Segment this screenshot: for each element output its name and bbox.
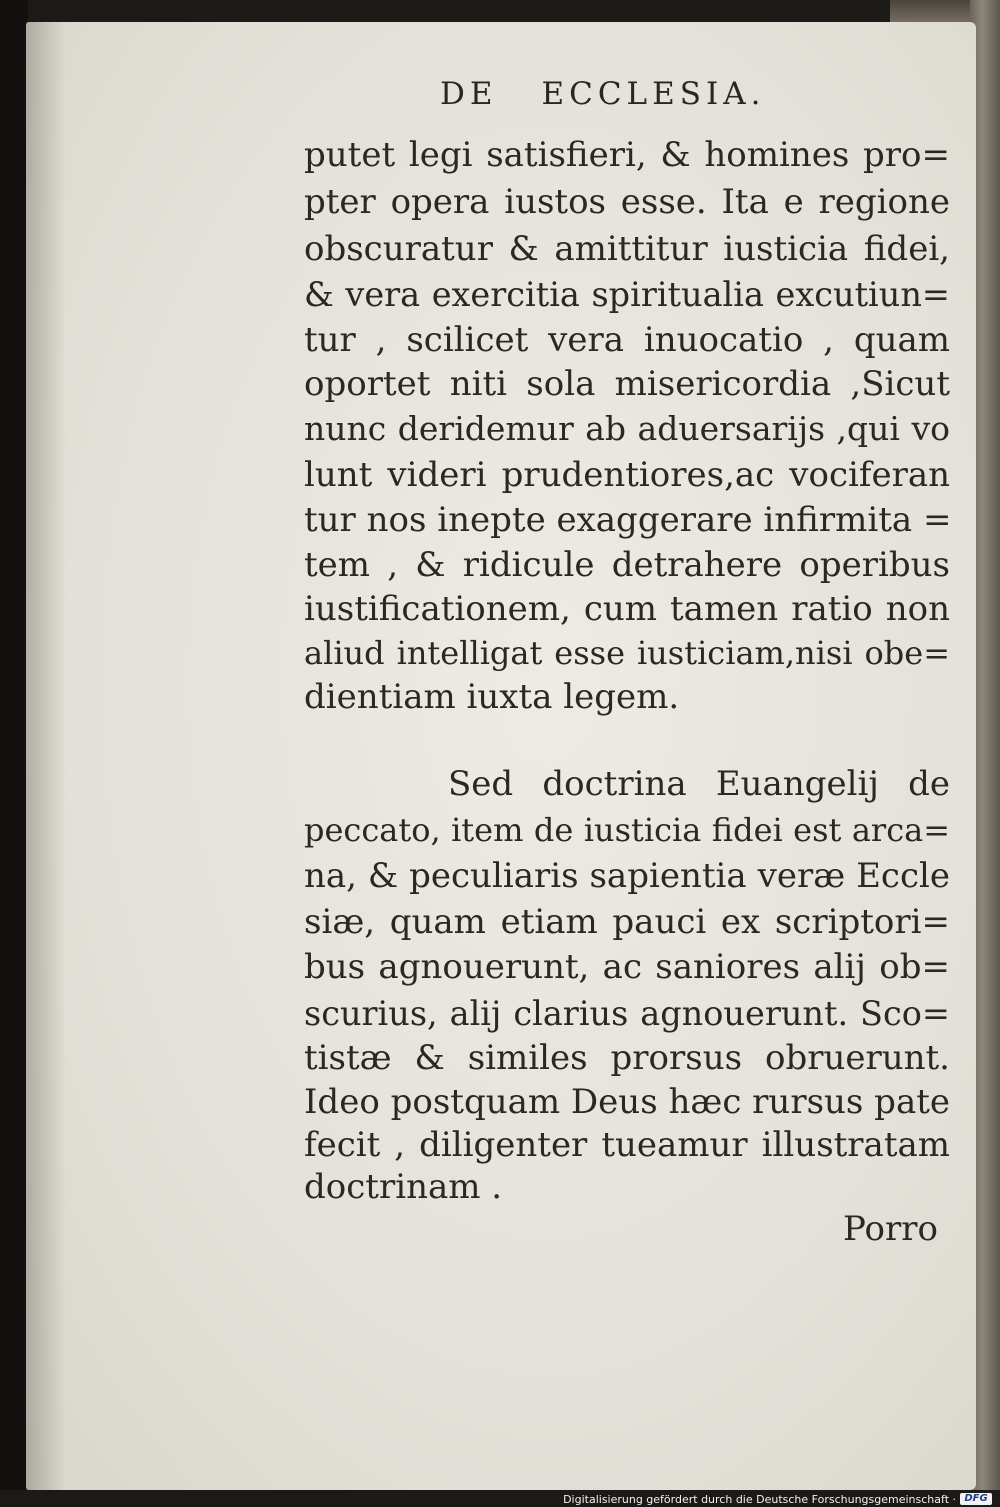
text-line: na, & peculiaris sapientia veræ Eccle — [304, 856, 950, 896]
text-line: pter opera iustos esse. Ita e regione — [304, 182, 950, 222]
text-line: lunt videri prudentiores,ac vociferan — [304, 455, 950, 495]
text-line: tur , scilicet vera inuocatio , quam — [304, 320, 950, 360]
text-line: doctrinam . — [304, 1167, 503, 1207]
gutter-shadow — [26, 22, 66, 1490]
text-line: Ideo postquam Deus hæc rursus pate — [304, 1082, 950, 1122]
scan-left-border — [0, 0, 28, 1507]
text-line: putet legi satisfieri, & homines pro= — [304, 135, 950, 175]
text-line: obscuratur & amittitur iusticia fidei, — [304, 229, 950, 269]
text-line: bus agnouerunt, ac saniores alij ob= — [304, 947, 950, 987]
text-line: tur nos inepte exaggerare infirmita = — [304, 500, 952, 540]
text-line: tem , & ridicule detrahere operibus — [304, 545, 950, 585]
running-head-right: ECCLESIA. — [541, 76, 766, 112]
text-line: dientiam iuxta legem. — [304, 677, 680, 717]
text-line: iustificationem, cum tamen ratio non — [304, 589, 950, 629]
text-line: oportet niti sola misericordia ,Sicut — [304, 364, 950, 404]
text-line: nunc deridemur ab aduersarijs ,qui vo — [304, 409, 950, 448]
running-head — [440, 76, 766, 112]
running-head-left: DE — [440, 76, 498, 112]
text-line: scurius, alij clarius agnouerunt. Sco= — [304, 994, 950, 1033]
dfg-logo: DFG — [960, 1493, 992, 1505]
text-line: Sed doctrina Euangelij de — [448, 764, 950, 804]
text-line: peccato, item de iusticia fidei est arca= — [304, 811, 950, 849]
digitization-credit: Digitalisierung gefördert durch die Deutsche Forschungsgemeinschaft · — [563, 1493, 956, 1506]
text-line: tistæ & similes prorsus obruerunt. — [304, 1038, 950, 1078]
catchword: Porro — [843, 1209, 938, 1249]
text-line: aliud intelligat esse iusticiam,nisi obe= — [304, 634, 950, 672]
text-line: siæ, quam etiam pauci ex scriptori= — [304, 902, 950, 942]
text-line: & vera exercitia spiritualia excutiun= — [304, 275, 950, 314]
text-line: fecit , diligenter tueamur illustratam — [304, 1125, 950, 1165]
